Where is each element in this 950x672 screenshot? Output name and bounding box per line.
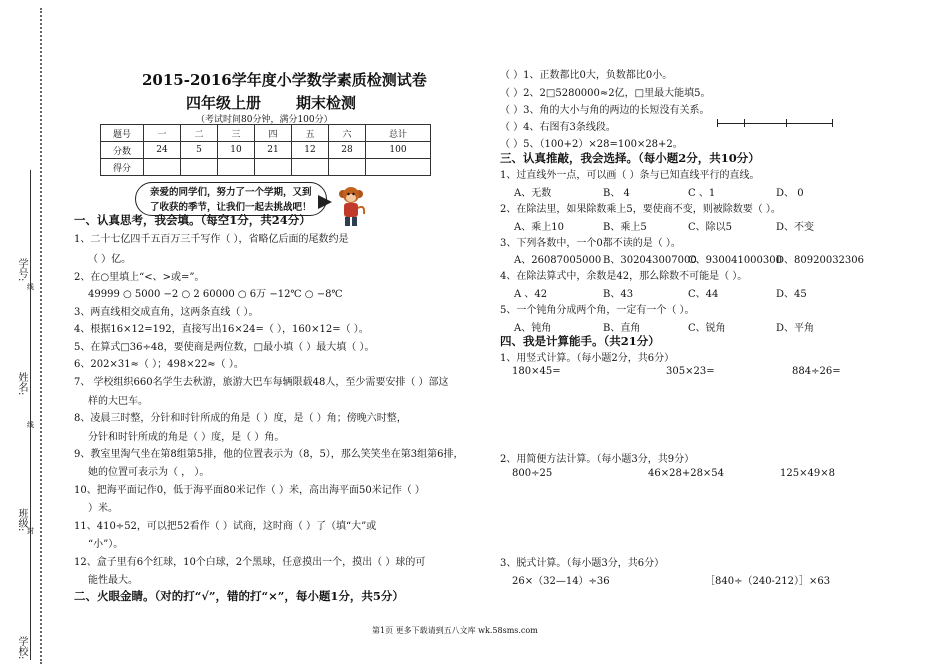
score-blank[interactable] bbox=[366, 159, 431, 176]
table-cell: 一 bbox=[144, 125, 181, 142]
choice-option: D、不变 bbox=[776, 222, 815, 233]
class-label: 班级: bbox=[16, 508, 27, 532]
section-4-title: 四、我是计算能手。（共21分） bbox=[500, 334, 660, 348]
table-cell: 12 bbox=[292, 142, 329, 159]
calc-item: 800÷25 bbox=[512, 468, 553, 479]
judgement-item: （ ）4、右图有3条线段。 bbox=[500, 122, 616, 133]
choice-option: B、 4 bbox=[603, 188, 630, 199]
exam-grade: 四年级上册 bbox=[186, 94, 262, 112]
seal-mark: 线 bbox=[27, 421, 34, 429]
choice-option: C、44 bbox=[688, 289, 719, 300]
table-cell: 21 bbox=[255, 142, 292, 159]
student-id-label: 学号: bbox=[16, 258, 27, 282]
choice-question: 5、一个钝角分成两个角，一定有一个（ ）。 bbox=[500, 305, 695, 316]
table-cell: 六 bbox=[329, 125, 366, 142]
choice-option: A、无数 bbox=[514, 188, 552, 199]
judgement-item: （ ）5、（100+2）×28=100×28+2。 bbox=[500, 139, 683, 150]
question-line: 7、 学校组织660名学生去秋游，旅游大巴车每辆限载48人，至少需要安排（ ）部这 bbox=[74, 377, 449, 388]
question-line: 样的大巴车。 bbox=[88, 396, 148, 407]
score-blank[interactable] bbox=[218, 159, 255, 176]
school-label: 学校: bbox=[16, 636, 27, 660]
table-cell: 100 bbox=[366, 142, 431, 159]
choice-question: 1、过直线外一点，可以画（ ）条与已知直线平行的直线。 bbox=[500, 170, 760, 181]
score-blank[interactable] bbox=[181, 159, 218, 176]
choice-question: 4、在除法算式中，余数是42，那么除数不可能是（ ）。 bbox=[500, 271, 748, 282]
calc-item: 305×23= bbox=[666, 366, 715, 377]
segment-tick bbox=[786, 119, 787, 127]
page-footer: 第1页 更多下载请到五八文库 wk.58sms.com bbox=[372, 626, 538, 635]
question-line: ）米。 bbox=[88, 503, 118, 514]
calc-part-label: 1、用竖式计算。（每小题2分，共6分） bbox=[500, 353, 675, 364]
exam-type: 期末检测 bbox=[296, 94, 357, 112]
question-line: 12、盒子里有6个红球，10个白球，2个黑球，任意摸出一个，摸出（ ）球的可 bbox=[74, 557, 426, 568]
choice-option: C、锐角 bbox=[688, 323, 726, 334]
choice-option: A、26087005000 bbox=[514, 255, 602, 266]
judgement-item: （ ）3、角的大小与角的两边的长短没有关系。 bbox=[500, 105, 710, 116]
calc-item: 26×（32—14）÷36 bbox=[512, 576, 610, 587]
choice-option: D、 0 bbox=[776, 188, 804, 199]
calc-item: ［840÷（240-212）］×63 bbox=[705, 576, 831, 587]
choice-question: 2、在除法里，如果除数乘上5，要使商不变，则被除数要（ ）。 bbox=[500, 204, 781, 215]
section-3-title: 三、认真推敲，我会选择。（每小题2分，共10分） bbox=[500, 151, 760, 165]
speech-bubble bbox=[135, 182, 327, 216]
choice-option: C、除以5 bbox=[688, 222, 733, 233]
bubble-line: 了收获的季节，让我们一起去挑战吧！ bbox=[150, 202, 312, 213]
table-row bbox=[101, 125, 431, 142]
choice-option: A 、42 bbox=[514, 289, 548, 300]
exam-title: 2015-2016学年度小学数学素质检测试卷 bbox=[142, 71, 427, 89]
table-cell: 5 bbox=[181, 142, 218, 159]
choice-option: C 、1 bbox=[688, 188, 716, 199]
segment-tick bbox=[832, 119, 833, 127]
judgement-item: （ ）2、2□5280000≈2亿，□里最大能填5。 bbox=[500, 88, 711, 99]
choice-option: B、乘上5 bbox=[603, 222, 647, 233]
question-line: 11、410÷52，可以把52看作（ ）试商，这时商（ ）了（填“大”或 bbox=[74, 521, 377, 532]
question-line: 她的位置可表示为（ ， ）。 bbox=[88, 467, 210, 478]
question-line: 8、凌晨三时整，分针和时针所成的角是（ ）度，是（ ）角；傍晚六时整， bbox=[74, 413, 407, 424]
calc-item: 46×28+28×54 bbox=[648, 468, 725, 479]
question-line: 能性最大。 bbox=[88, 575, 138, 586]
seal-mark: 线 bbox=[27, 283, 34, 291]
question-line: 2、在○里填上“<、>或=”。 bbox=[74, 272, 205, 283]
table-cell: 分数 bbox=[101, 142, 144, 159]
score-blank[interactable] bbox=[329, 159, 366, 176]
table-cell: 二 bbox=[181, 125, 218, 142]
section-1-title: 一、认真思考，我会填。（每空1分，共24分） bbox=[74, 213, 311, 227]
choice-option: D、45 bbox=[776, 289, 807, 300]
score-table bbox=[100, 124, 431, 176]
calc-part-label: 3、脱式计算。（每小题3分，共6分） bbox=[500, 558, 665, 569]
monkey-mascot-icon bbox=[335, 184, 367, 228]
calc-item: 180×45= bbox=[512, 366, 561, 377]
choice-question: 3、下列各数中，一个0都不读的是（ ）。 bbox=[500, 238, 681, 249]
table-cell: 28 bbox=[329, 142, 366, 159]
segment-figure bbox=[717, 123, 833, 124]
judgement-item: （ ）1、正数都比0大，负数都比0小。 bbox=[500, 70, 673, 81]
table-cell: 三 bbox=[218, 125, 255, 142]
segment-tick bbox=[744, 119, 745, 127]
question-line: （ ）亿。 bbox=[88, 254, 132, 265]
binding-dotted-line bbox=[40, 8, 42, 664]
seal-mark: 封 bbox=[27, 527, 34, 535]
calc-part-label: 2、用简便方法计算。（每小题3分，共9分） bbox=[500, 454, 695, 465]
table-row bbox=[101, 159, 431, 176]
calc-item: 125×49×8 bbox=[780, 468, 835, 479]
choice-option: B、43 bbox=[603, 289, 634, 300]
calc-item: 884÷26= bbox=[792, 366, 841, 377]
student-name-label: 姓名: bbox=[16, 372, 27, 396]
choice-option: A、乘上10 bbox=[514, 222, 564, 233]
table-cell: 题号 bbox=[101, 125, 144, 142]
question-line: 1、二十七亿四千五百万三千写作（ ），省略亿后面的尾数约是 bbox=[74, 234, 349, 245]
table-cell: 24 bbox=[144, 142, 181, 159]
table-cell: 总计 bbox=[366, 125, 431, 142]
exam-note: （考试时间80分钟，满分100分） bbox=[196, 115, 333, 125]
question-line: 49999 ○ 5000 −2 ○ 2 60000 ○ 6万 −12℃ ○ −8℃ bbox=[88, 289, 343, 300]
choice-option: B、302043007000 bbox=[603, 255, 697, 266]
binding-solid-line bbox=[30, 170, 31, 660]
table-row bbox=[101, 142, 431, 159]
question-line: 分针和时针所成的角是（ ）度，是（ ）角。 bbox=[88, 432, 285, 443]
question-line: 6、202×31≈（ ）；498×22≈（ ）。 bbox=[74, 359, 244, 370]
score-blank[interactable] bbox=[255, 159, 292, 176]
table-cell: 五 bbox=[292, 125, 329, 142]
question-line: 5、在算式□36÷48，要使商是两位数，□最小填（ ）最大填（ ）。 bbox=[74, 342, 375, 353]
choice-option: D、平角 bbox=[776, 323, 815, 334]
question-line: 10、把海平面记作0，低于海平面80米记作（ ）米，高出海平面50米记作（ ） bbox=[74, 485, 425, 496]
question-line: 4、根据16×12=192，直接写出16×24=（ ），160×12=（ ）。 bbox=[74, 324, 369, 335]
segment-tick bbox=[717, 119, 718, 127]
speech-bubble-tail bbox=[318, 195, 332, 209]
score-blank[interactable] bbox=[292, 159, 329, 176]
question-line: 9、教室里淘气坐在第8组第5排，他的位置表示为（8，5），那么笑笑坐在第3组第6排， bbox=[74, 449, 464, 460]
question-line: “小”）。 bbox=[88, 539, 124, 550]
table-cell: 四 bbox=[255, 125, 292, 142]
choice-option: B、直角 bbox=[603, 323, 641, 334]
section-2-title: 二、火眼金睛。（对的打“√”，错的打“×”，每小题1分，共5分） bbox=[74, 589, 404, 603]
table-cell: 得分 bbox=[101, 159, 144, 176]
choice-option: D、80920032306 bbox=[776, 255, 865, 266]
score-blank[interactable] bbox=[144, 159, 181, 176]
question-line: 3、两直线相交成直角，这两条直线（ ）。 bbox=[74, 307, 259, 318]
table-cell: 10 bbox=[218, 142, 255, 159]
choice-option: C、930041000300 bbox=[688, 255, 782, 266]
choice-option: A、钝角 bbox=[514, 323, 552, 334]
bubble-line: 亲爱的同学们，努力了一个学期，又到 bbox=[150, 187, 312, 198]
